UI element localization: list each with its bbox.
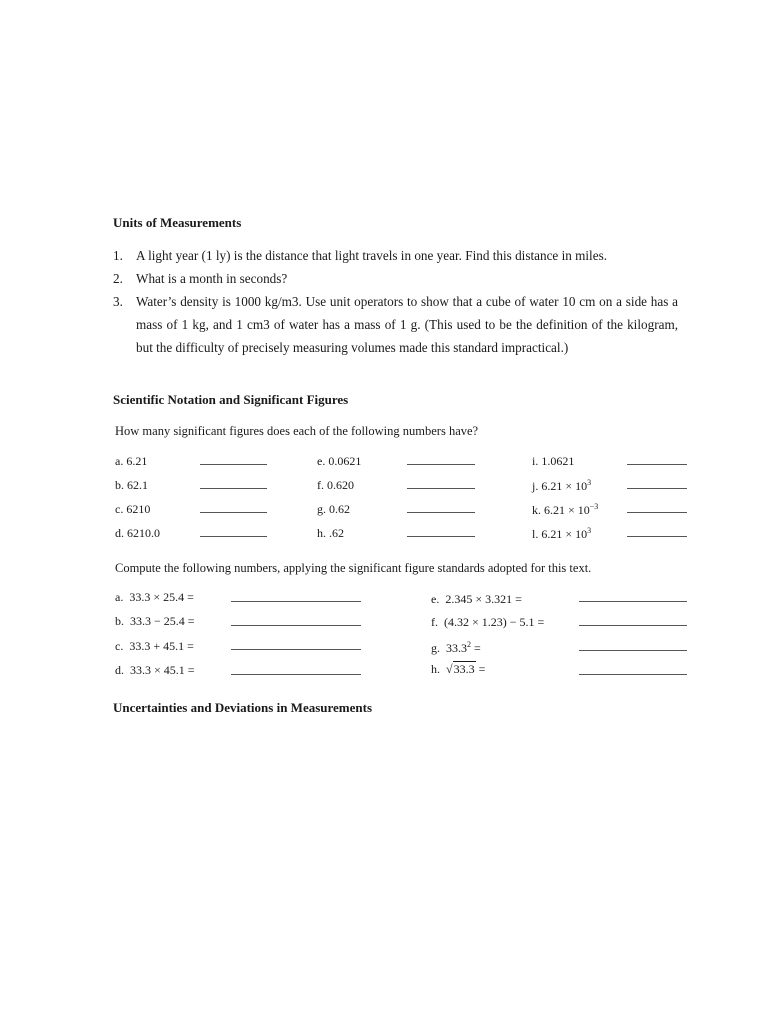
answer-blank[interactable] — [407, 464, 475, 465]
compute-item-g: g. $33.3^2$ = — [431, 640, 481, 655]
sigfig-item-j: j. $6.21 \times 10^3$ — [532, 478, 592, 493]
square-root-icon: √33.3 — [446, 662, 475, 676]
answer-blank[interactable] — [627, 488, 687, 489]
answer-blank[interactable] — [200, 536, 267, 537]
sigfig-item-c: c. 6210 — [115, 502, 151, 516]
compute-item-h: h. √33.3 = — [431, 662, 486, 676]
compute-item-a: a. 33.3 × 25.4 = — [115, 590, 194, 604]
answer-blank[interactable] — [200, 464, 267, 465]
list-item: 2. What is a month in seconds? — [113, 271, 288, 286]
sigfig-item-h: h. .62 — [317, 526, 344, 540]
list-item: 3. Water’s density is 1000 kg/m3. Use unit operators to show that a cube of water 10 cm on a side has a mass of 1 kg, and 1 cm3 of water has a mass of 1 g. (This used to be the definition of the kilogram, but the difficulty of precisely measuring volumes made this standard impractical.) — [113, 294, 678, 355]
sigfig-item-a: a. 6.21 — [115, 454, 148, 468]
sigfig-item-f: f. 0.620 — [317, 478, 354, 492]
answer-blank[interactable] — [407, 512, 475, 513]
sigfig-prompt: How many significant figures does each of the following numbers have? — [115, 424, 479, 438]
answer-blank[interactable] — [407, 536, 475, 537]
answer-blank[interactable] — [231, 625, 361, 626]
answer-blank[interactable] — [579, 650, 687, 651]
sci-notation-heading: Scientific Notation and Significant Figures — [113, 392, 349, 407]
answer-blank[interactable] — [200, 488, 267, 489]
sigfig-item-b: b. 62.1 — [115, 478, 148, 492]
answer-blank[interactable] — [231, 674, 361, 675]
units-question-list — [113, 244, 678, 359]
sigfig-item-i: i. 1.0621 — [532, 454, 575, 468]
compute-item-c: c. 33.3 + 45.1 = — [115, 639, 194, 653]
answer-blank[interactable] — [579, 674, 687, 675]
compute-item-b: b. 33.3 − 25.4 = — [115, 614, 195, 628]
compute-prompt: Compute the following numbers, applying the significant figure standards adopted for this text. — [115, 561, 592, 575]
compute-item-e: e. 2.345 × 3.321 = — [431, 592, 522, 606]
compute-item-f: f. (4.32 × 1.23) − 5.1 = — [431, 615, 545, 629]
answer-blank[interactable] — [407, 488, 475, 489]
answer-blank[interactable] — [231, 649, 361, 650]
answer-blank[interactable] — [200, 512, 267, 513]
compute-item-d: d. 33.3 × 45.1 = — [115, 663, 195, 677]
uncertainties-heading: Uncertainties and Deviations in Measurements — [113, 700, 373, 715]
sigfig-item-l: l. $6.21 \times 10^3$ — [532, 526, 592, 541]
answer-blank[interactable] — [627, 464, 687, 465]
list-item: 1. A light year (1 ly) is the distance that light travels in one year. Find this distance in miles. — [113, 248, 607, 263]
answer-blank[interactable] — [579, 601, 687, 602]
sigfig-item-g: g. 0.62 — [317, 502, 350, 516]
sigfig-item-k: k. $6.21 \times 10^{-3}$ — [532, 502, 599, 517]
answer-blank[interactable] — [627, 512, 687, 513]
answer-blank[interactable] — [627, 536, 687, 537]
sigfig-item-e: e. 0.0621 — [317, 454, 362, 468]
sigfig-item-d: d. 6210.0 — [115, 526, 160, 540]
answer-blank[interactable] — [579, 625, 687, 626]
answer-blank[interactable] — [231, 601, 361, 602]
units-heading: Units of Measurements — [113, 215, 242, 230]
